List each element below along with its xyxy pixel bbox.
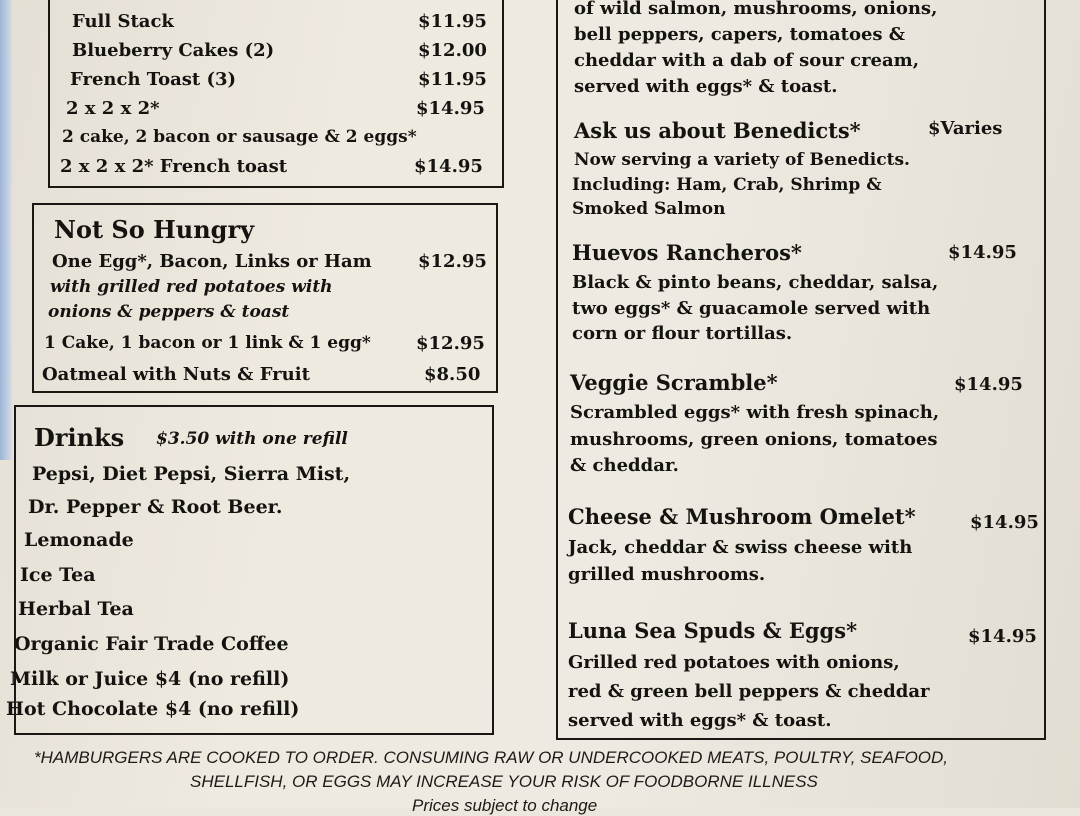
table-edge bbox=[0, 0, 12, 460]
drink-item: Ice Tea bbox=[20, 564, 96, 586]
menu-item-desc: corn or flour tortillas. bbox=[572, 323, 793, 344]
menu-item-name: Luna Sea Spuds & Eggs* bbox=[568, 618, 858, 643]
menu-item-desc: grilled mushrooms. bbox=[568, 564, 766, 585]
menu-item: 2 x 2 x 2* bbox=[66, 98, 160, 119]
menu-item-name: Cheese & Mushroom Omelet* bbox=[568, 504, 916, 529]
drink-item: Herbal Tea bbox=[18, 598, 134, 620]
menu-item-name: Huevos Rancheros* bbox=[572, 240, 802, 265]
menu-item-price: $14.95 bbox=[954, 374, 1023, 395]
menu-item-price: $14.95 bbox=[414, 156, 483, 177]
drink-item: Pepsi, Diet Pepsi, Sierra Mist, bbox=[32, 463, 351, 485]
menu-item-desc: Jack, cheddar & swiss cheese with bbox=[568, 537, 913, 558]
section-subtitle: $3.50 with one refill bbox=[156, 429, 348, 449]
drink-item: Dr. Pepper & Root Beer. bbox=[28, 496, 283, 518]
menu-item-desc: Grilled red potatoes with onions, bbox=[568, 652, 900, 673]
menu-item-desc: two eggs* & guacamole served with bbox=[572, 298, 931, 319]
drink-item: Hot Chocolate $4 (no refill) bbox=[6, 698, 300, 720]
menu-item: 2 x 2 x 2* French toast bbox=[60, 156, 288, 177]
menu-item-desc: Smoked Salmon bbox=[572, 199, 726, 219]
menu-item-price: $11.95 bbox=[418, 69, 487, 90]
menu-item-desc: cheddar with a dab of sour cream, bbox=[574, 50, 919, 71]
footer-disclaimer-line2: SHELLFISH, OR EGGS MAY INCREASE YOUR RISK OF FOODBORNE ILLNESS bbox=[190, 772, 818, 791]
not-so-hungry-box bbox=[32, 203, 498, 393]
menu-item-desc: of wild salmon, mushrooms, onions, bbox=[574, 0, 938, 19]
menu-item-price: $12.95 bbox=[416, 333, 485, 354]
menu-item-desc: with grilled red potatoes with bbox=[50, 277, 333, 297]
menu-item-price: $12.00 bbox=[418, 40, 487, 61]
menu-item: French Toast (3) bbox=[70, 69, 237, 90]
menu-item: One Egg*, Bacon, Links or Ham bbox=[52, 251, 372, 272]
footer-disclaimer-line1: *HAMBURGERS ARE COOKED TO ORDER. CONSUMING RAW OR UNDERCOOKED MEATS, POULTRY, SEAFOOD, bbox=[34, 748, 949, 767]
menu-item-price: $8.50 bbox=[424, 364, 481, 385]
footer-prices-note: Prices subject to change bbox=[412, 796, 598, 815]
menu-item-desc: served with eggs* & toast. bbox=[568, 710, 832, 731]
drink-item: Organic Fair Trade Coffee bbox=[14, 633, 289, 655]
menu-item: 2 cake, 2 bacon or sausage & 2 eggs* bbox=[62, 127, 417, 147]
section-title: Drinks bbox=[34, 423, 125, 452]
menu-item-desc: bell peppers, capers, tomatoes & bbox=[574, 24, 906, 45]
menu-item-desc: Black & pinto beans, cheddar, salsa, bbox=[572, 272, 939, 293]
menu-item: Blueberry Cakes (2) bbox=[72, 40, 275, 61]
menu-item-name: Veggie Scramble* bbox=[570, 370, 778, 395]
drink-item: Milk or Juice $4 (no refill) bbox=[10, 668, 290, 690]
drink-item: Lemonade bbox=[24, 529, 134, 551]
drinks-box bbox=[6, 405, 494, 735]
menu-item-desc: Now serving a variety of Benedicts. bbox=[574, 150, 910, 170]
menu-item-price: $14.95 bbox=[948, 242, 1017, 263]
menu-item-name: Ask us about Benedicts* bbox=[574, 118, 861, 143]
menu-item-desc: Including: Ham, Crab, Shrimp & bbox=[572, 175, 882, 195]
section-title: Not So Hungry bbox=[54, 215, 255, 244]
menu-item-price: $Varies bbox=[928, 118, 1003, 139]
menu-item-price: $11.95 bbox=[418, 11, 487, 32]
menu-item-desc: served with eggs* & toast. bbox=[574, 76, 838, 97]
menu-item-desc: mushrooms, green onions, tomatoes bbox=[570, 429, 938, 450]
menu-item-price: $12.95 bbox=[418, 251, 487, 272]
menu-item: Full Stack bbox=[72, 11, 174, 32]
menu-item-desc: Scrambled eggs* with fresh spinach, bbox=[570, 402, 940, 423]
menu-item-price: $14.95 bbox=[968, 626, 1037, 647]
stacks-box bbox=[48, 0, 504, 188]
entrees-box bbox=[556, 0, 1046, 740]
menu-item-desc: & cheddar. bbox=[570, 455, 679, 476]
menu-item-desc: onions & peppers & toast bbox=[48, 302, 290, 322]
menu-item-price: $14.95 bbox=[970, 512, 1039, 533]
menu-item-desc: red & green bell peppers & cheddar bbox=[568, 681, 930, 702]
menu-item-price: $14.95 bbox=[416, 98, 485, 119]
menu-item: 1 Cake, 1 bacon or 1 link & 1 egg* bbox=[44, 333, 371, 353]
menu-item: Oatmeal with Nuts & Fruit bbox=[42, 364, 310, 385]
